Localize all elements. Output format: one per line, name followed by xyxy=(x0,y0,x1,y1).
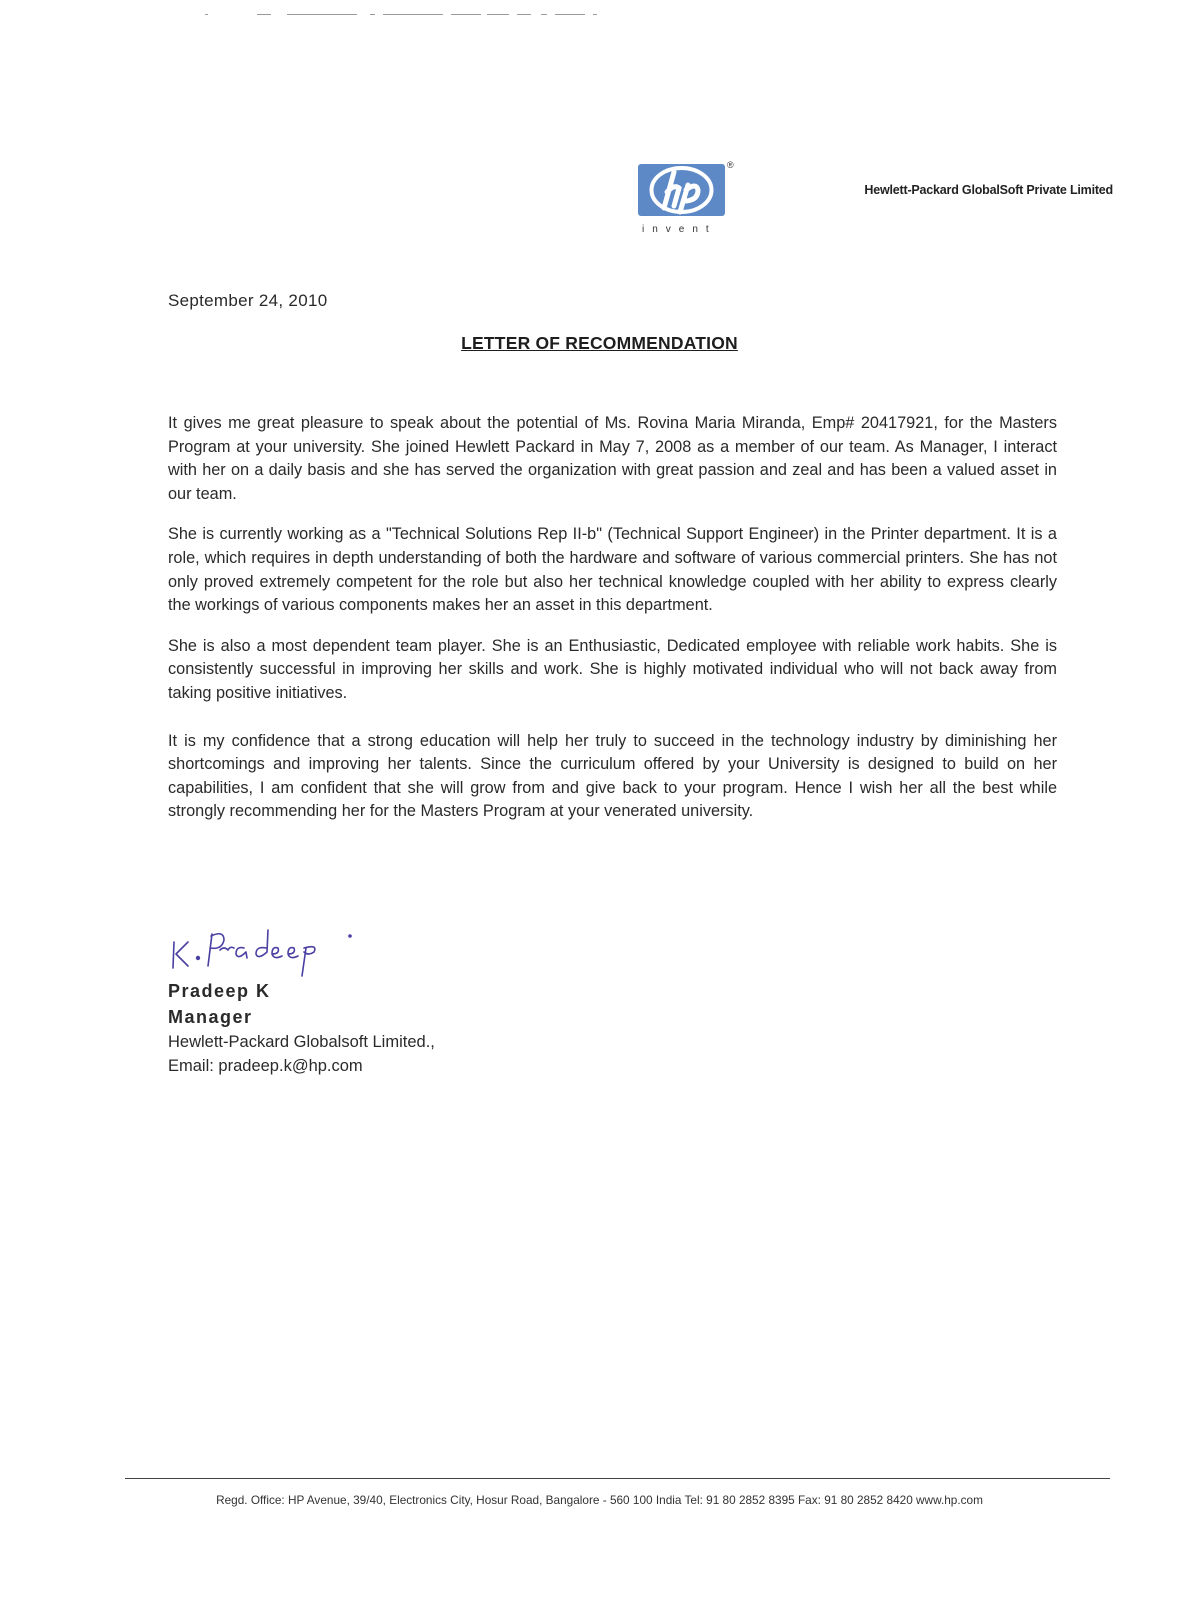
body-paragraph: It gives me great pleasure to speak about the potential of Ms. Rovina Maria Miranda, Emp# 20417921, for the Masters Program at your university. She joined Hewlett Packard in May 7, 2008 as a member of our team. As Manager, I interact with her on a daily basis and she has served the organization with great passion and zeal and has been a valued asset in our team. xyxy=(168,414,1057,503)
letter-date: September 24, 2010 xyxy=(168,291,328,310)
footer-registered-office: Regd. Office: HP Avenue, 39/40, Electronics City, Hosur Road, Bangalore - 560 100 India Tel: 91 80 2852 8395 Fax: 91 80 2852 8420 www.hp.com xyxy=(216,1493,983,1507)
signer-company: Hewlett-Packard Globalsoft Limited., xyxy=(168,1033,435,1051)
scan-artifact-marks xyxy=(205,10,605,18)
handwritten-signature xyxy=(168,920,358,980)
footer-divider xyxy=(125,1478,1110,1479)
letter-body xyxy=(168,412,1057,824)
hp-logo xyxy=(638,160,738,240)
signer-title: Manager xyxy=(168,1007,253,1027)
registered-mark: ® xyxy=(727,160,734,170)
letter-title: LETTER OF RECOMMENDATION xyxy=(461,333,738,353)
logo-tagline: invent xyxy=(642,224,717,235)
body-paragraph: She is also a most dependent team player. She is an Enthusiastic, Dedicated employee with reliable work habits. She is consistently successful in improving her skills and work. She is highly motivated individual who will not back away from taking positive initiatives. xyxy=(168,636,1057,702)
hp-logo-glyph xyxy=(638,164,725,216)
body-paragraph: She is currently working as a "Technical Solutions Rep II-b" (Technical Support Engineer) in the Printer department. It is a role, which requires in depth understanding of both the hardware and software of various commercial printers. She has not only proved extremely competent for the role but also her technical knowledge coupled with her ability to express clearly the workings of various components makes her an asset in this department. xyxy=(168,525,1057,615)
body-paragraph: It is my confidence that a strong education will help her truly to succeed in the technology industry by diminishing her shortcomings and improving her talents. Since the curriculum offered by your University is designed to build on her capabilities, I am confident that she will grow from and give back to your program. Hence I wish her all the best while strongly recommending her for the Masters Program at your venerated university. xyxy=(168,731,1057,821)
hp-logo-mark xyxy=(638,164,725,216)
company-letterhead: Hewlett-Packard GlobalSoft Private Limited xyxy=(864,183,1113,197)
signature-drawing xyxy=(168,920,358,980)
signer-name: Pradeep K xyxy=(168,981,271,1001)
signer-email: Email: pradeep.k@hp.com xyxy=(168,1057,363,1075)
